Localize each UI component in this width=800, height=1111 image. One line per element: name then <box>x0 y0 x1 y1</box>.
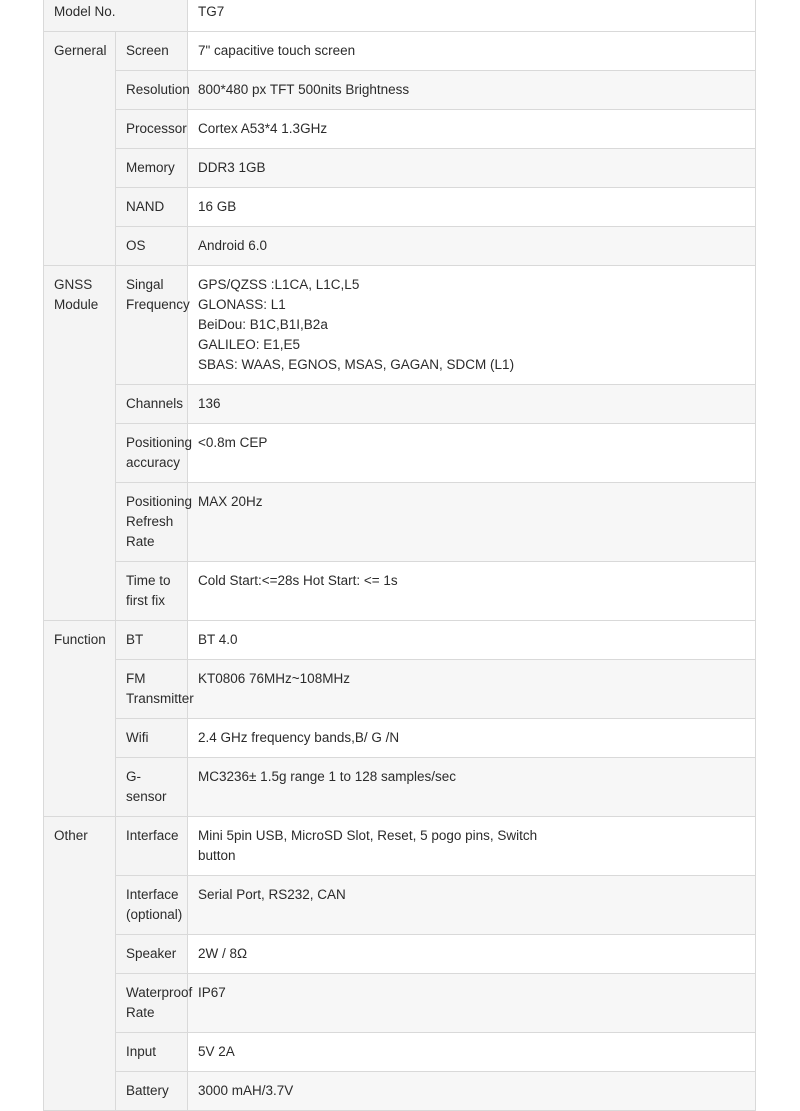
spec-value: Android 6.0 <box>188 227 756 266</box>
spec-value: 16 GB <box>188 188 756 227</box>
spec-label: Interface (optional) <box>116 876 188 935</box>
spec-label: Waterproof Rate <box>116 974 188 1033</box>
spec-label: BT <box>116 621 188 660</box>
spec-value: Cold Start:<=28s Hot Start: <= 1s <box>188 562 756 621</box>
table-row <box>44 974 756 1033</box>
spec-label: Wifi <box>116 719 188 758</box>
spec-label: Battery <box>116 1072 188 1111</box>
table-row <box>44 719 756 758</box>
table-row <box>44 1072 756 1111</box>
spec-label: Screen <box>116 32 188 71</box>
spec-label: Channels <box>116 385 188 424</box>
table-row <box>44 385 756 424</box>
model-label: Model No. <box>44 0 188 32</box>
table-row <box>44 758 756 817</box>
table-row <box>44 71 756 110</box>
spec-value: 7" capacitive touch screen <box>188 32 756 71</box>
spec-value: KT0806 76MHz~108MHz <box>188 660 756 719</box>
category-label: Function <box>44 621 116 817</box>
table-row <box>44 149 756 188</box>
spec-value: 3000 mAH/3.7V <box>188 1072 756 1111</box>
table-row <box>44 483 756 562</box>
spec-value: Serial Port, RS232, CAN <box>188 876 756 935</box>
spec-label: Memory <box>116 149 188 188</box>
spec-label: Speaker <box>116 935 188 974</box>
spec-value: 800*480 px TFT 500nits Brightness <box>188 71 756 110</box>
model-value: TG7 <box>188 0 756 32</box>
spec-label: Input <box>116 1033 188 1072</box>
spec-label: Time to first fix <box>116 562 188 621</box>
spec-value: 136 <box>188 385 756 424</box>
table-row <box>44 1033 756 1072</box>
spec-table-body <box>44 0 756 1111</box>
spec-value: Cortex A53*4 1.3GHz <box>188 110 756 149</box>
table-row <box>44 110 756 149</box>
spec-label: Singal Frequency <box>116 266 188 385</box>
category-label: Other <box>44 817 116 1111</box>
table-row <box>44 188 756 227</box>
spec-label: G-sensor <box>116 758 188 817</box>
spec-value: <0.8m CEP <box>188 424 756 483</box>
spec-label: FM Transmitter <box>116 660 188 719</box>
table-row <box>44 876 756 935</box>
spec-value: BT 4.0 <box>188 621 756 660</box>
spec-label: Processor <box>116 110 188 149</box>
spec-label: OS <box>116 227 188 266</box>
spec-label: Resolution <box>116 71 188 110</box>
table-row <box>44 660 756 719</box>
spec-label: Interface <box>116 817 188 876</box>
table-row <box>44 32 756 71</box>
table-row <box>44 266 756 385</box>
table-row <box>44 817 756 876</box>
table-row <box>44 424 756 483</box>
spec-value: 2W / 8Ω <box>188 935 756 974</box>
spec-value: MAX 20Hz <box>188 483 756 562</box>
spec-table <box>43 0 756 1111</box>
spec-value: DDR3 1GB <box>188 149 756 188</box>
table-row <box>44 621 756 660</box>
spec-value: Mini 5pin USB, MicroSD Slot, Reset, 5 pogo pins, Switch button <box>188 817 756 876</box>
spec-value: MC3236± 1.5g range 1 to 128 samples/sec <box>188 758 756 817</box>
table-row <box>44 227 756 266</box>
category-label: Gerneral <box>44 32 116 266</box>
spec-label: NAND <box>116 188 188 227</box>
table-row <box>44 562 756 621</box>
table-row-model <box>44 0 756 32</box>
table-row <box>44 935 756 974</box>
category-label: GNSS Module <box>44 266 116 621</box>
spec-value: 2.4 GHz frequency bands,B/ G /N <box>188 719 756 758</box>
spec-label: Positioning accuracy <box>116 424 188 483</box>
spec-label: Positioning Refresh Rate <box>116 483 188 562</box>
spec-value: GPS/QZSS :L1CA, L1C,L5 GLONASS: L1 BeiDou: B1C,B1I,B2a GALILEO: E1,E5 SBAS: WAAS, EGNOS, MSAS, GAGAN, SDCM (L1) <box>188 266 756 385</box>
spec-value: IP67 <box>188 974 756 1033</box>
spec-value: 5V 2A <box>188 1033 756 1072</box>
